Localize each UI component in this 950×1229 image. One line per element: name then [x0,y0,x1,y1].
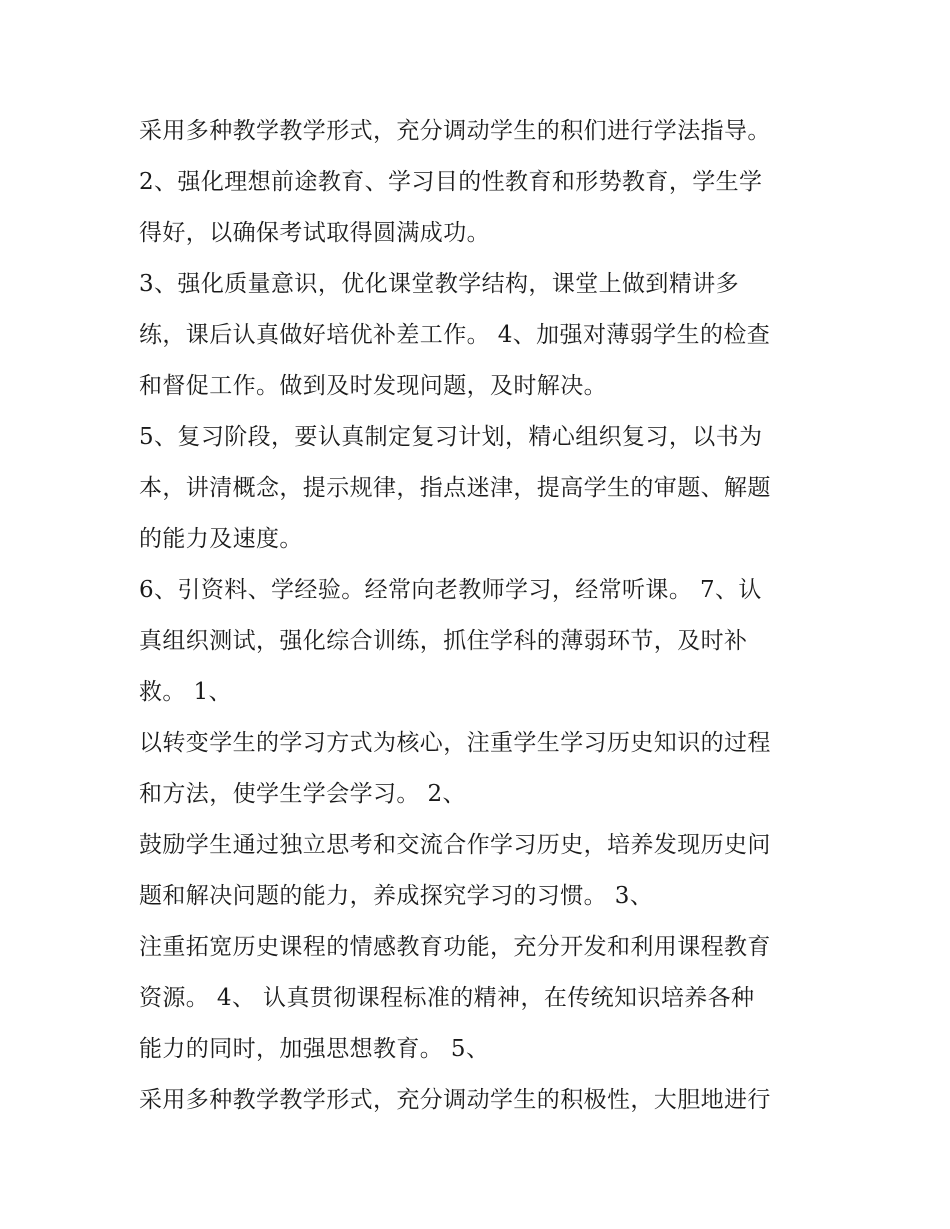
text-line-5: 练，课后认真做好培优补差工作。 4、加强对薄弱学生的检查 [139,322,771,348]
text-line-11: 真组织测试，强化综合训练，抓住学科的薄弱环节，及时补 [139,628,748,654]
text-line-3: 得好，以确保考试取得圆满成功。 [139,220,490,246]
body-text [139,106,819,1126]
text-line-13: 以转变学生的学习方式为核心，注重学生学习历史知识的过程 [139,730,771,756]
text-line-15: 鼓励学生通过独立思考和交流合作学习历史，培养发现历史问 [139,832,771,858]
text-line-19: 能力的同时，加强思想教育。 5、 [139,1036,490,1062]
text-line-7: 5、复习阶段，要认真制定复习计划，精心组织复习，以书为 [139,424,763,450]
text-line-12: 救。 1、 [139,679,232,705]
text-line-17: 注重拓宽历史课程的情感教育功能，充分开发和利用课程教育 [139,934,771,960]
text-line-20: 采用多种教学教学形式，充分调动学生的积极性，大胆地进行 [139,1087,771,1113]
text-line-16: 题和解决问题的能力，养成探究学习的习惯。 3、 [139,883,654,909]
text-line-1: 采用多种教学教学形式，充分调动学生的积们进行学法指导。 [139,118,771,144]
text-line-8: 本，讲清概念，提示规律，指点迷津，提高学生的审题、解题 [139,475,771,501]
text-line-18: 资源。 4、 认真贯彻课程标准的精神，在传统知识培养各种 [139,985,755,1011]
text-line-14: 和方法，使学生学会学习。 2、 [139,781,466,807]
text-line-9: 的能力及速度。 [139,526,303,552]
text-line-2: 2、强化理想前途教育、学习目的性教育和形势教育，学生学 [139,169,763,195]
text-line-4: 3、强化质量意识，优化课堂教学结构，课堂上做到精讲多 [139,271,740,297]
text-line-6: 和督促工作。做到及时发现问题，及时解决。 [139,373,607,399]
text-line-10: 6、引资料、学经验。经常向老教师学习，经常听课。 7、认 [139,577,762,603]
